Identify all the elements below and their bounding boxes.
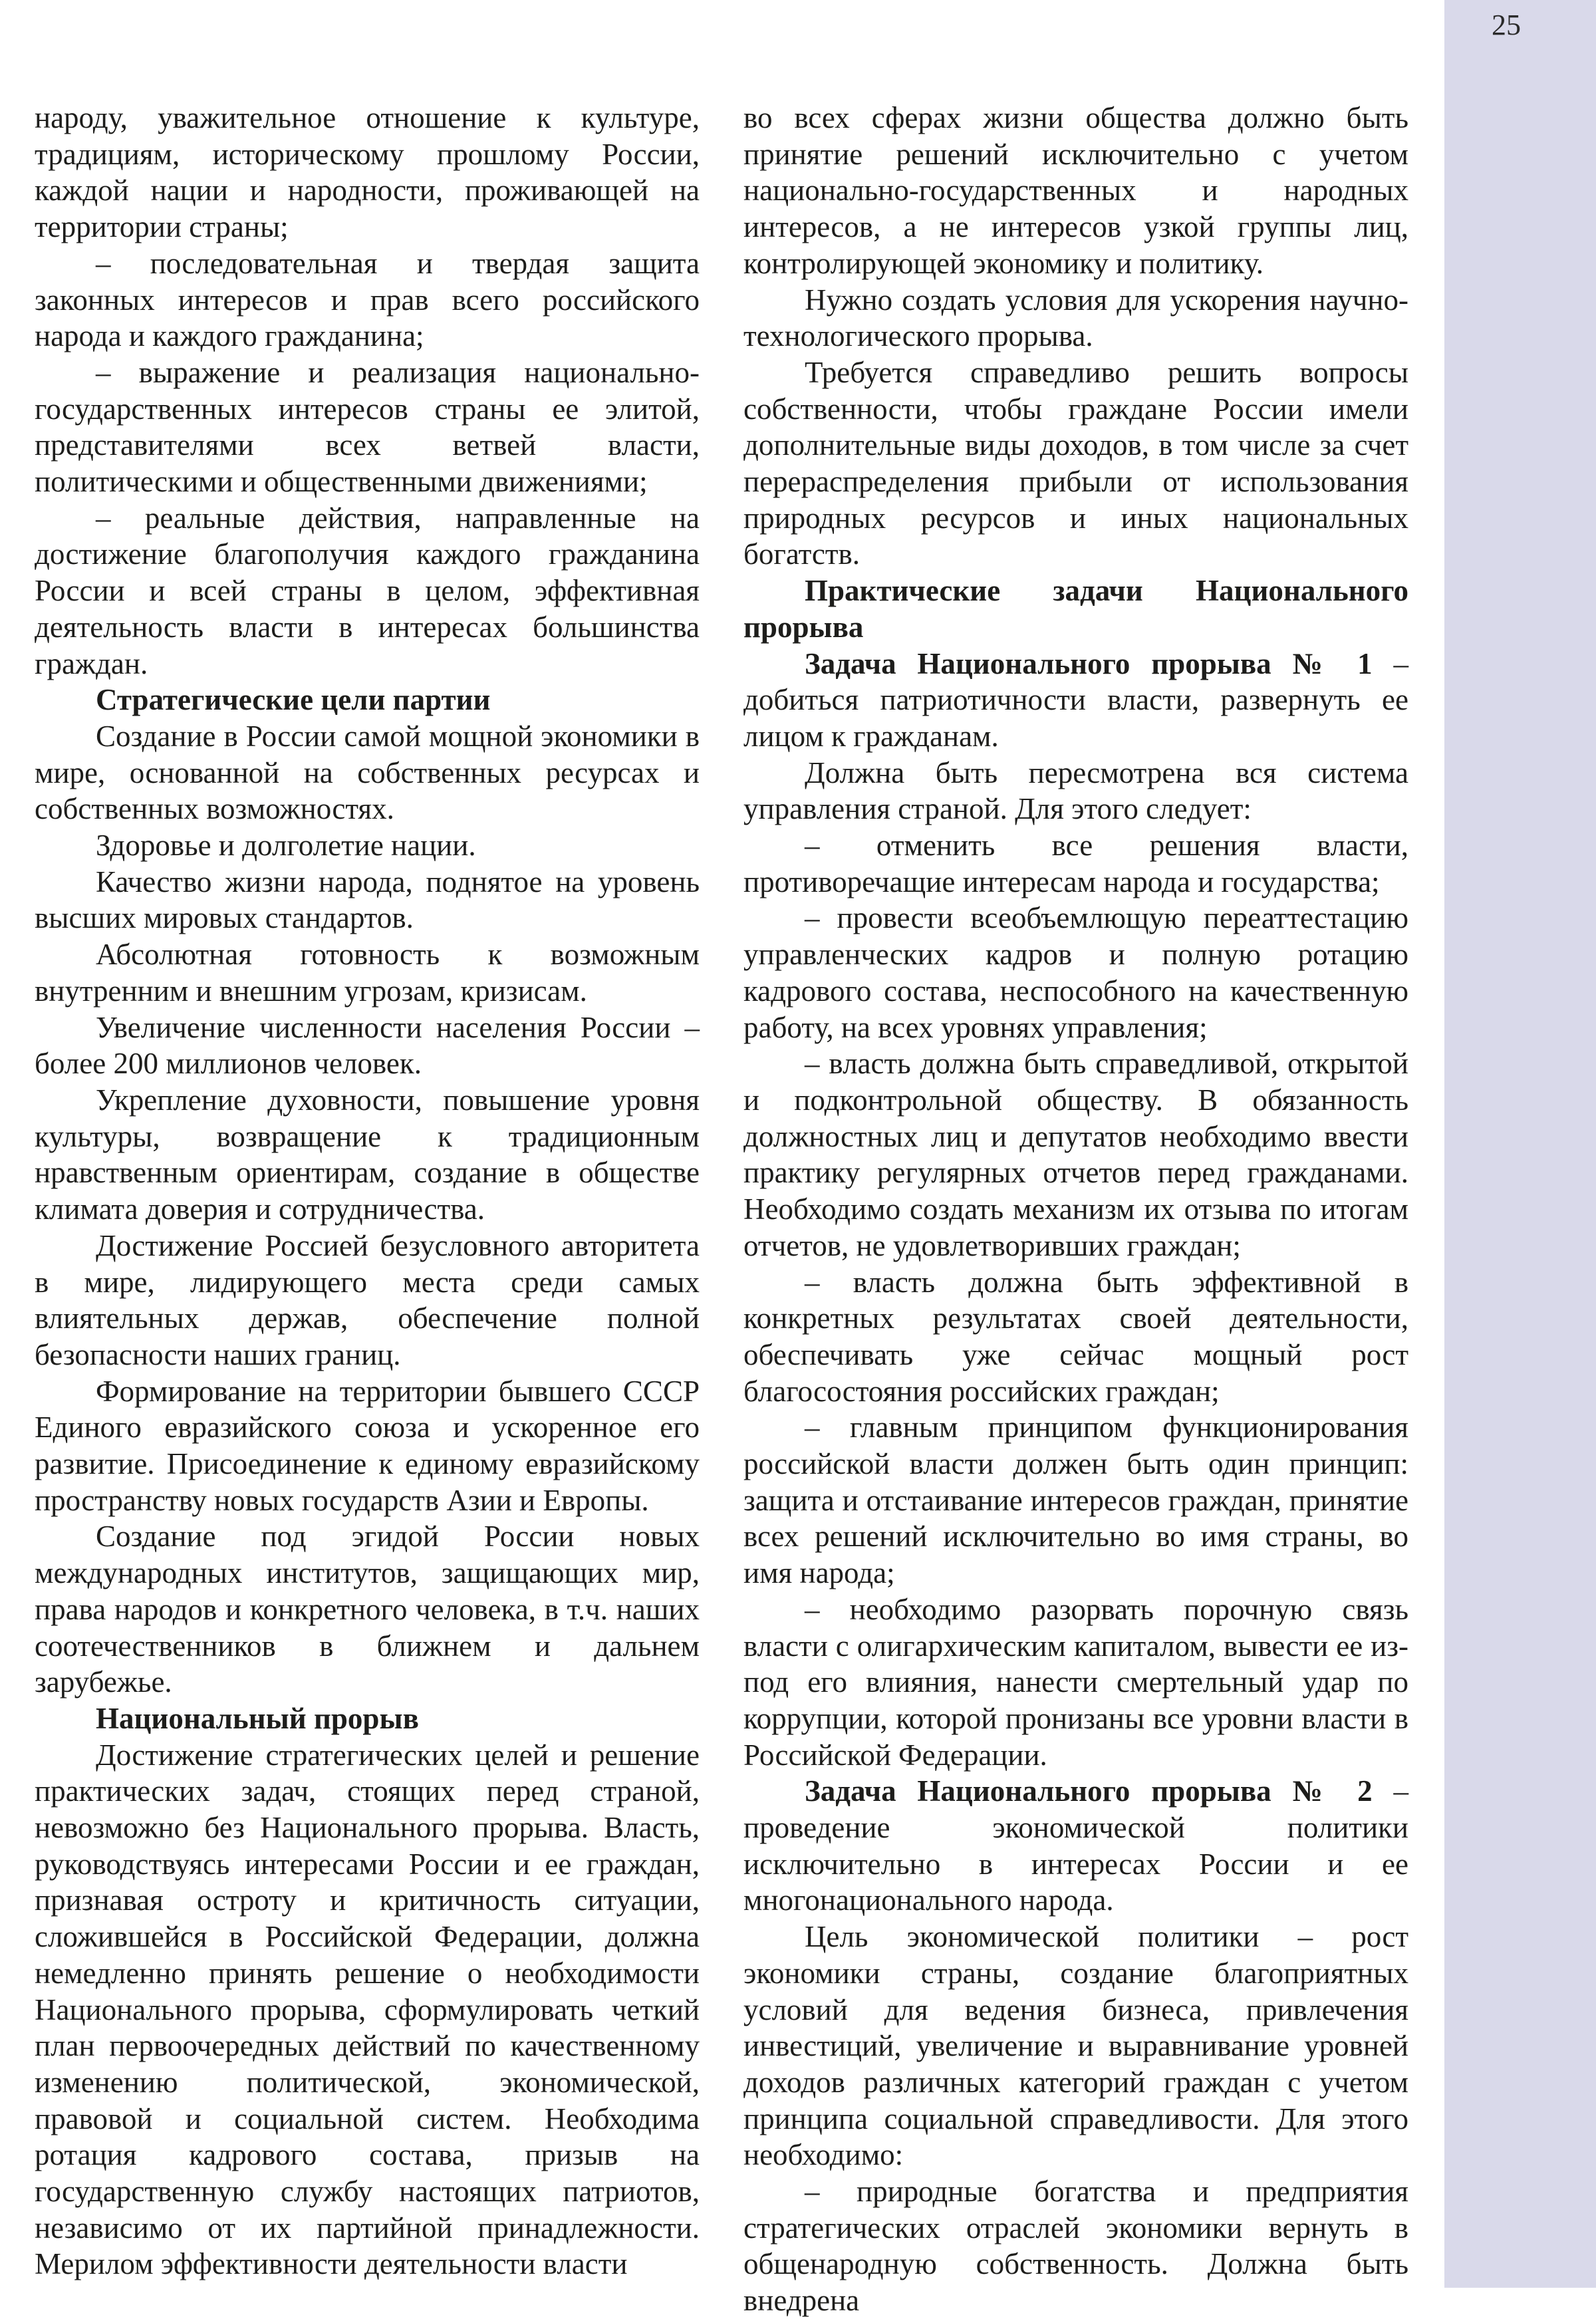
paragraph (743, 1773, 1408, 1919)
paragraph: – необходимо разорвать порочную связь власти с олигархическим капиталом, вывести ее из-под его влияния, нанести смертельный удар по коррупции, которой пронизаны все уровни власти в Российской Федерации. (743, 1592, 1408, 1772)
text-column-right (743, 100, 1408, 2319)
page-margin-band (1444, 0, 1596, 2288)
paragraph-text: – проведение экономической политики исключительно в интересах России и ее многонационального народа. (743, 1774, 1408, 1917)
text-column-left (35, 100, 700, 2282)
paragraph: Создание в России самой мощной экономики в мире, основанной на собственных ресурсах и собственных возможностях. (35, 719, 700, 826)
paragraph: – власть должна быть справедливой, открытой и подконтрольной обществу. В обязанность должностных лиц и депутатов необходимо ввести практику регулярных отчетов перед гражданами. Необходимо создать механизм их отзыва по итогам отчетов, не удовлетворивших граждан; (743, 1047, 1408, 1262)
paragraph: Качество жизни народа, поднятое на уровень высших мировых стандартов. (35, 865, 700, 935)
paragraph: Укрепление духовности, повышение уровня культуры, возвращение к традиционным нравственным ориентирам, создание в обществе климата доверия и сотрудничества. (35, 1083, 700, 1226)
paragraph-text: – добиться патриотичности власти, развернуть ее лицом к гражданам. (743, 646, 1408, 753)
paragraph: Достижение Россией безусловного авторитета в мире, лидирующего места среди самых влиятельных держав, обеспечение полной безопасности наших границ. (35, 1228, 700, 1371)
paragraph: – власть должна быть эффективной в конкретных результатах своей деятельности, обеспечивать уже сейчас мощный рост благосостояния российских граждан; (743, 1265, 1408, 1408)
paragraph: Формирование на территории бывшего СССР Единого евразийского союза и ускоренное его развитие. Присоединение к единому евразийскому пространству новых государств Азии и Европы. (35, 1374, 700, 1517)
paragraph: – провести всеобъемлющую переаттестацию управленческих кадров и полную ротацию кадрового состава, неспособного на качественную работу, на всех уровнях управления; (743, 901, 1408, 1044)
paragraph: Увеличение численности населения России – более 200 миллионов человек. (35, 1010, 700, 1081)
paragraph: народу, уважительное отношение к культуре, традициям, историческому прошлому России, каждой нации и народности, проживающей на территории страны; (35, 101, 700, 244)
paragraph: – выражение и реализация национально-государственных интересов страны ее элитой, представителями всех ветвей власти, политическими и общественными движениями; (35, 355, 700, 499)
section-heading: Практические задачи Национального (805, 574, 1408, 608)
paragraph: – реальные действия, направленные на достижение благополучия каждого гражданина России и всей страны в целом, эффективная деятельность власти в интересах большинства граждан. (35, 501, 700, 680)
paragraph: Должна быть пересмотрена вся система управления страной. Для этого следует: (743, 755, 1408, 826)
paragraph: Цель экономической политики – рост экономики страны, создание благоприятных условий для ведения бизнеса, привлечения инвестиций, увеличение и выравнивание уровней доходов различных категорий граждан с учетом принципа социальной справедливости. Для этого необходимо: (743, 1920, 1408, 2172)
paragraph: – последовательная и твердая защита законных интересов и прав всего российского народа и каждого гражданина; (35, 246, 700, 353)
paragraph: Нужно создать условия для ускорения научно-технологического прорыва. (743, 283, 1408, 353)
paragraph: во всех сферах жизни общества должно быть принятие решений исключительно с учетом национально-государственных и народных интересов, а не интересов узкой группы лиц, контролирующей экономику и политику. (743, 101, 1408, 280)
task-title: Задача Национального прорыва № 2 (805, 1774, 1373, 1808)
section-heading: Стратегические цели партии (96, 683, 491, 717)
task-title: Задача Национального прорыва № 1 (805, 646, 1373, 680)
paragraph: Требуется справедливо решить вопросы собственности, чтобы граждане России имели дополнительные виды доходов, в том числе за счет перераспределения прибыли от использования природных ресурсов и иных национальных богатств. (743, 355, 1408, 571)
paragraph: Абсолютная готовность к возможным внутренним и внешним угрозам, кризисам. (35, 938, 700, 1008)
paragraph: – главным принципом функционирования российской власти должен быть один принцип: защита и отстаивание интересов граждан, принятие всех решений исключительно во имя страны, во имя народа; (743, 1411, 1408, 1590)
paragraph: Достижение стратегических целей и решение практических задач, стоящих перед страной, невозможно без Национального прорыва. Власть, руководствуясь интересами России и ее граждан, признавая остроту и критичность ситуации, сложившейся в Российской Федерации, должна немедленно принять решение о необходимости Национального прорыва, сформулировать четкий план первоочередных действий по качественному изменению политической, экономической, правовой и социальной систем. Необходима ротация кадрового состава, призыв на государственную службу настоящих патриотов, независимо от их партийной принадлежности. Мерилом эффективности деятельности власти (35, 1738, 700, 2281)
paragraph: – отменить все решения власти, противоречащие интересам народа и государства; (743, 829, 1408, 898)
section-heading: Национальный прорыв (96, 1701, 419, 1735)
paragraph (743, 646, 1408, 755)
paragraph: – природные богатства и предприятия стратегических отраслей экономики вернуть в общенародную собственность. Должна быть внедрена (743, 2175, 1408, 2318)
section-heading: прорыва (743, 610, 864, 644)
page-number: 25 (1492, 9, 1521, 41)
paragraph: Создание под эгидой России новых международных институтов, защищающих мир, права народов и конкретного человека, в т.ч. наших соотечественников в ближнем и дальнем зарубежье. (35, 1520, 700, 1699)
paragraph: Здоровье и долголетие нации. (96, 829, 476, 863)
